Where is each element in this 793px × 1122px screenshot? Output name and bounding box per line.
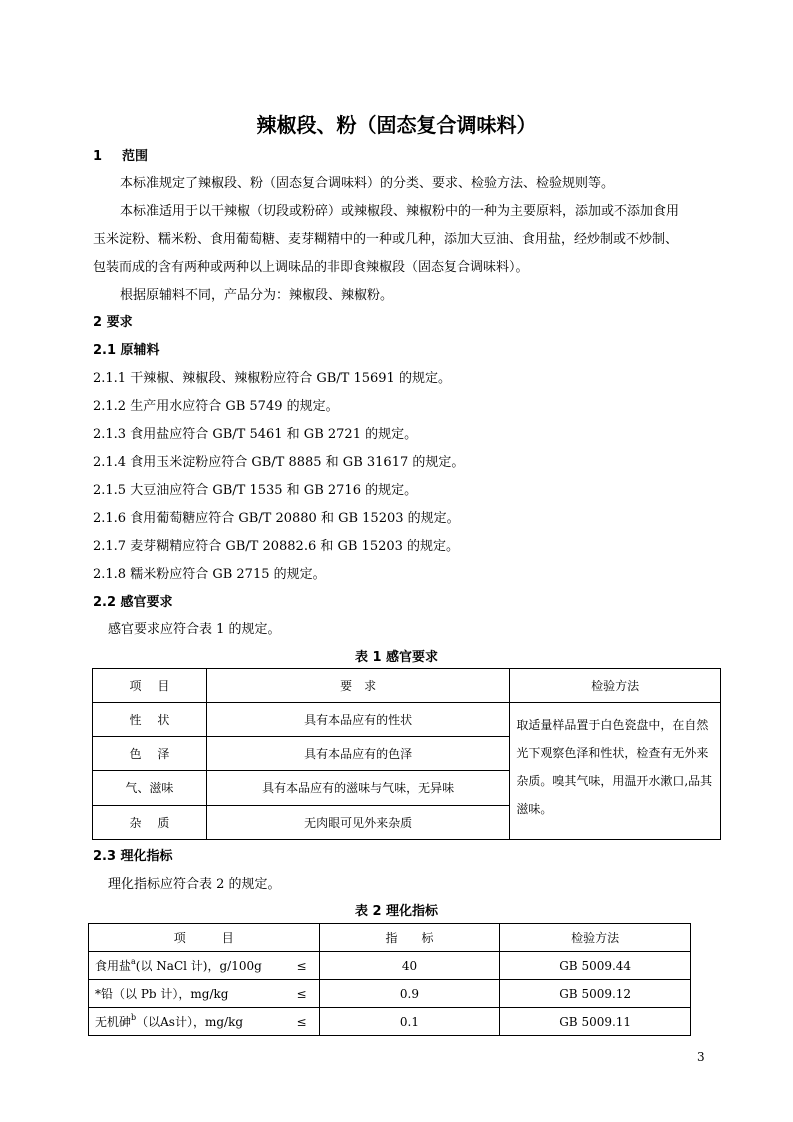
table-row (89, 1008, 691, 1036)
sensory-requirements-table (92, 668, 721, 840)
clause-2-1-1: 2.1.1 干辣椒、辣椒段、辣椒粉应符合 GB/T 15691 的规定。 (93, 371, 451, 386)
table-cell-requirement: 具有本品应有的色泽 (206, 737, 509, 771)
table-cell-item (89, 980, 320, 1008)
table-cell-test-method: GB 5009.44 (500, 952, 691, 980)
item-unit: (以 NaCl 计)，g/100g (135, 958, 262, 973)
clause-2-1-2: 2.1.2 生产用水应符合 GB 5749 的规定。 (93, 399, 339, 414)
section-1-paragraph-2-line-1: 本标准适用于以干辣椒（切段或粉碎）或辣椒段、辣椒粉中的一种为主要原料，添加或不添加食用 (120, 204, 680, 219)
table-row (89, 980, 691, 1008)
section-1-paragraph-2-line-2: 玉米淀粉、糯米粉、食用葡萄糖、麦芽糊精中的一种或几种，添加大豆油、食用盐，经炒制或不炒制、 (93, 232, 679, 247)
page-number: 3 (697, 1050, 705, 1064)
table-cell-value: 0.9 (319, 980, 500, 1008)
table-header-row (89, 924, 691, 952)
section-2-2-text: 感官要求应符合表 1 的规定。 (108, 622, 281, 637)
table-cell-requirement: 无肉眼可见外来杂质 (206, 806, 509, 840)
table-cell-item: 性 状 (93, 703, 207, 737)
table-header-cell: 要 求 (206, 669, 509, 703)
table-row (89, 952, 691, 980)
section-1-paragraph-1: 本标准规定了辣椒段、粉（固态复合调味料）的分类、要求、检验方法、检验规则等。 (120, 176, 615, 191)
table-cell-test-method: GB 5009.12 (500, 980, 691, 1008)
table-2-caption: 表 2 理化指标 (354, 904, 439, 919)
clause-2-1-6: 2.1.6 食用葡萄糖应符合 GB/T 20880 和 GB 15203 的规定。 (93, 511, 460, 526)
clause-2-1-5: 2.1.5 大豆油应符合 GB/T 1535 和 GB 2716 的规定。 (93, 483, 418, 498)
clause-2-1-7: 2.1.7 麦芽糊精应符合 GB/T 20882.6 和 GB 15203 的规定。 (93, 539, 460, 554)
table-cell-item (89, 1008, 320, 1036)
table-cell-test-method: 取适量样品置于白色瓷盘中，在自然光下观察色泽和性状，检查有无外来杂质。嗅其气味，用温开水漱口,品其滋味。 (510, 703, 721, 840)
table-cell-item (89, 952, 320, 980)
section-2-1-heading: 2.1 原辅料 (93, 343, 160, 358)
table-header-cell: 检验方法 (500, 924, 691, 952)
table-cell-value: 0.1 (319, 1008, 500, 1036)
table-cell-item: 气、滋味 (93, 771, 207, 806)
clause-2-1-8: 2.1.8 糯米粉应符合 GB 2715 的规定。 (93, 567, 326, 582)
less-or-equal-sign: ≤ (296, 1014, 307, 1029)
item-unit: （以As计），mg/kg (136, 1014, 244, 1029)
table-1-caption: 表 1 感官要求 (354, 650, 439, 665)
item-name: *铅（以 Pb 计），mg/kg (95, 986, 229, 1001)
table-cell-requirement: 具有本品应有的性状 (206, 703, 509, 737)
section-1-heading: 范围 (122, 149, 149, 164)
section-1-number: 1 (93, 149, 103, 164)
less-or-equal-sign: ≤ (296, 958, 307, 973)
table-cell-value: 40 (319, 952, 500, 980)
table-header-cell: 项 目 (89, 924, 320, 952)
section-2-2-heading: 2.2 感官要求 (93, 595, 173, 610)
document-title: 辣椒段、粉（固态复合调味料） (256, 113, 537, 137)
footnote-marker: a (131, 956, 136, 966)
table-cell-requirement: 具有本品应有的滋味与气味，无异味 (206, 771, 509, 806)
item-name: 食用盐 (95, 958, 132, 973)
table-header-cell: 检验方法 (510, 669, 721, 703)
clause-2-1-4: 2.1.4 食用玉米淀粉应符合 GB/T 8885 和 GB 31617 的规定。 (93, 455, 465, 470)
section-2-heading: 2 要求 (93, 315, 133, 330)
table-cell-item: 杂 质 (93, 806, 207, 840)
table-cell-test-method: GB 5009.11 (500, 1008, 691, 1036)
table-row (93, 703, 721, 737)
footnote-marker: b (131, 1012, 137, 1022)
less-or-equal-sign: ≤ (296, 986, 307, 1001)
physicochemical-indicators-table (88, 923, 691, 1036)
section-2-3-heading: 2.3 理化指标 (93, 849, 173, 864)
section-1-paragraph-3: 根据原辅料不同，产品分为：辣椒段、辣椒粉。 (120, 288, 394, 303)
section-2-3-text: 理化指标应符合表 2 的规定。 (108, 877, 281, 892)
table-header-cell: 指 标 (319, 924, 500, 952)
section-1-paragraph-2-line-3: 包装而成的含有两种或两种以上调味品的非即食辣椒段（固态复合调味料）。 (93, 260, 529, 275)
table-header-row (93, 669, 721, 703)
clause-2-1-3: 2.1.3 食用盐应符合 GB/T 5461 和 GB 2721 的规定。 (93, 427, 418, 442)
table-header-cell: 项 目 (93, 669, 207, 703)
table-cell-item: 色 泽 (93, 737, 207, 771)
item-name: 无机砷 (95, 1014, 132, 1029)
